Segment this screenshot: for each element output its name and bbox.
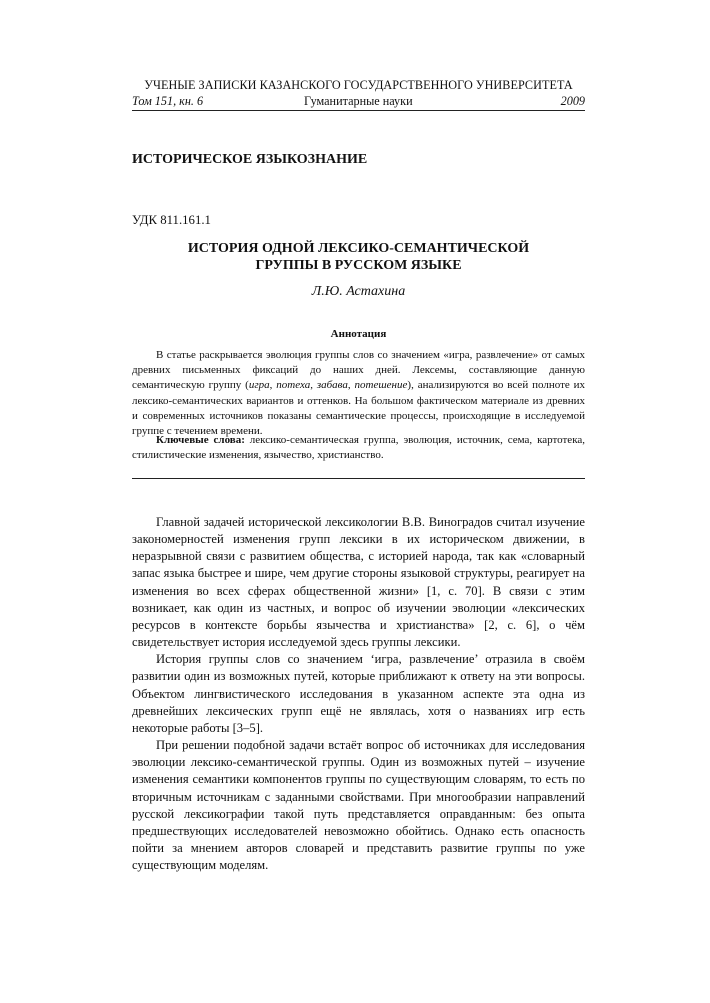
udc-code: УДК 811.161.1 (132, 213, 211, 227)
header-rule (132, 110, 585, 111)
abstract-rule (132, 478, 585, 479)
body-paragraph: При решении подобной задачи встаёт вопрос об источниках для исследования эволюции лексико-семантической группы. Один из возможных путей – изучение изменения семантики компонентов группы по существующим словарям, то есть по вторичным источникам с заданными свойствами. При многообразии направлений русской лексикографии такой путь представляется оправданным: без опыта предшествующих исследователей невозможно обойтись. Однако есть опасность пойти за мнением авторов словарей и представить развитие группы по уже существующим моделям. (132, 738, 585, 873)
keywords-label: Ключевые слова: (156, 434, 245, 446)
article-title-line-2: ГРУППЫ В РУССКОМ ЯЗЫКЕ (255, 258, 462, 273)
journal-meta (132, 94, 585, 110)
author-name: Л.Ю. Астахина (311, 284, 406, 299)
abstract-paragraph: В статье раскрывается эволюция группы слов со значением «игра, развлечение» от самых древних письменных фиксаций до наших дней. Лексемы, составляющие данную семантическую группу (игра, потеха, забава, потешение), анализируются во всей полноте их лексико-семантических вариантов и оттенков. На большом фактическом материале из древних и современных источников показаны семантические процессы, происходящие в исследуемой группе с течением времени. (132, 349, 586, 438)
body-paragraph: История группы слов со значением ‘игра, развлечение’ отразила в своём развитии один из возможных путей, которые приближают к ответу на эти вопросы. Объектом лингвистического исследования в указанном аспекте эта одна из древнейших лексических групп ещё не являлась, хотя о названиях игр есть некоторые работы [3–5]. (132, 652, 585, 735)
article-title-line-1: ИСТОРИЯ ОДНОЙ ЛЕКСИКО-СЕМАНТИЧЕСКОЙ (187, 241, 530, 256)
publication-year: 2009 (560, 94, 585, 108)
abstract-text (132, 348, 585, 439)
term-potekha: потеха (276, 379, 311, 392)
journal-section: Гуманитарные науки (304, 94, 413, 108)
term-zabava: забава (316, 379, 348, 392)
section-heading: ИСТОРИЧЕСКОЕ ЯЗЫКОЗНАНИЕ (132, 152, 368, 167)
abstract-heading: Аннотация (330, 328, 387, 340)
keywords (132, 433, 585, 463)
term-poteshenie: потешение (354, 379, 408, 392)
keywords-paragraph (132, 433, 585, 463)
body-paragraph: Главной задачей исторической лексикологии В.В. Виноградов считал изучение закономерностей изменения групп лексики в их историческом движении, в неразрывной связи с развитием общества, с историей народа, так как «словарный запас языка быстрее и шире, чем другие стороны языковой структуры, реагирует на изменения во всех сферах общественной жизни» [1, с. 70]. В связи с этим возникает, как один из частных, и вопрос об изучении эволюции «лексических ресурсов в контексте борьбы язычества и христианства» [2, с. 6], о чём свидетельствует история исследуемой здесь группы лексики. (132, 515, 585, 650)
keywords-list: лексико-семантическая группа, эволюция, источник, сема, картотека, стилистические изменения, язычество, христианство. (132, 434, 585, 462)
article-title (132, 240, 585, 274)
term-igra: игра (248, 379, 270, 392)
article-body (132, 514, 585, 874)
journal-title: УЧЕНЫЕ ЗАПИСКИ КАЗАНСКОГО ГОСУДАРСТВЕННОГО УНИВЕРСИТЕТА (144, 78, 573, 92)
volume-info: Том 151, кн. 6 (132, 94, 204, 108)
